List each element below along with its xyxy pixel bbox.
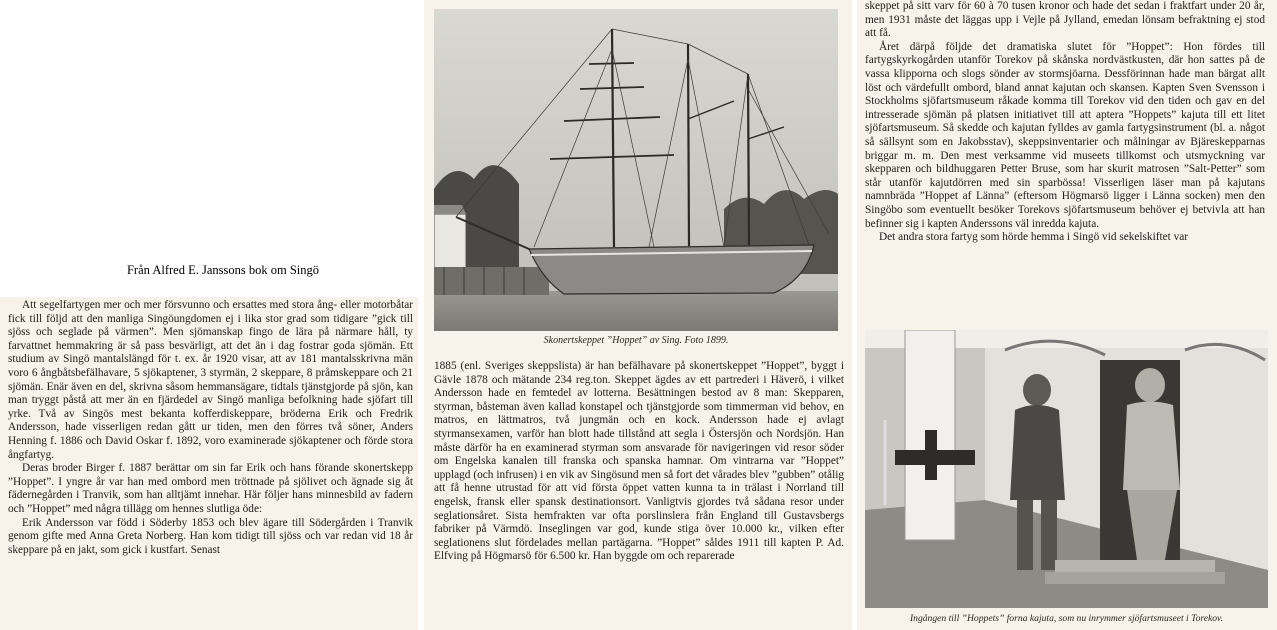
middle-text	[434, 360, 844, 564]
paragraph: 1885 (enl. Sveriges skeppslista) är han befälhavare på skonertskeppet ”Hoppet”, byggt i Gävle 1878 och mätande 234 reg.ton. Skeppet ägdes av ett partrederi i Häverö, i vilket Andersson hade en femtedel av lotterna. Besättningen bestod av 8 man: Skepparen, styrman, båsteman även kallad konstapel och tjänstgjorde som timmerman vid behov, en matros, en lättmatros, två jungmän och en kock. Andersson hade ej avlagt styrmansexamen, varför han blott hade tillstånd att segla i Östersjön och Nordsjön. Han måste därför ha en examinerad styrman som ansvarade för navigeringen vid resor söder om Engelska kanalen till franska och spanska hamnar. Om vintrarna var ”Hoppet” upplagd (och infrusen) i en vik av Singösund men så fort det vårades blev ”gubben” otålig att få henne utrustad för att vid första öppet vatten kunna ta in trälast i Norrland till engelsk, fransk eller spansk destinationsort. Vanligtvis gjordes två sådana resor under seglationsåret. Sista hemfrakten var ofta porslinslera från England till Gustavsbergs fabriker på Värmdö. Inseglingen var god, kunde stiga över 10.000 kr., vilken efter seglationens slut fördelades mellan partägarna. ”Hoppet” såldes 1911 till kapten P. Ad. Elfving på Högmarsö för 6.500 kr. Han byggde om och reparerade	[434, 360, 844, 563]
paragraph: skeppet på sitt varv för 60 à 70 tusen kronor och hade det sedan i fraktfart under 20 år, men 1931 måste det läggas upp i Vejle på Jylland, emedan lönsam befraktning ej stod att få.	[865, 0, 1265, 40]
cabin-photo-caption: Ingången till ”Hoppets” forna kajuta, som nu inrymmer sjöfartsmuseet i Torekov.	[909, 613, 1224, 624]
museum-entrance-image	[865, 330, 1268, 608]
paragraph: Erik Andersson var född i Söderby 1853 och blev ägare till Södergården i Tranvik genom gifte med Anna Greta Norberg. Han kom tidigt till sjöss och var redan vid 18 år skeppare på en jakt, som gick i kustfart. Senast	[8, 516, 413, 556]
paragraph: Att segelfartygen mer och mer försvunno och ersattes med stora ång- eller motorbåtar fick till följd att den manliga Singöungdomen ej i lika stor grad som tidigare ”gick till sjöss och seglade på värmen”. Men sjömanskap fingo de lära på närmare håll, ty farvattnet hemmakring är så pass besvärligt, att det än i dag fostrar goda sjömän. Ett studium av Singö mantalslängd för t. ex. år 1920 visar, att av 181 mantalsskrivna män voro 6 ångbåtsbefälhavare, 5 sjökaptener, 3 styrmän, 2 skeppare, 8 pråmskeppare och 21 sjömän. Enär även en del, skrivna såsom hemmansägare, tidtals tjänstgjorde på sjön, kan man tryggt påstå att mer än en fjärdedel av Singö manliga befolkning hade sjöfart till yrke. Två av Singös mest bekanta kofferdiskeppare, bröderna Erik och Fredrik Andersson, hade visserligen redan gått ur tiden, men den förres två söner, Anders Henning f. 1886 och David Oskar f. 1892, voro examinerade sjökaptener och förde stora ångfartyg.	[8, 299, 413, 461]
right-column	[857, 0, 1277, 630]
schooner-ship-image	[434, 9, 838, 331]
paragraph: Deras broder Birger f. 1887 berättar om sin far Erik och hans förande skonertskepp ”Hoppet”. I yngre år var han med ombord men tröttnade på sjölivet och ägnade sig åt fädernegården i Tranvik, som han alltjämt innehar. Här följer hans minnesbild av fadern och ”Hoppet” med några tillägg om hennes slutliga öde:	[8, 462, 413, 515]
cabin-photo	[865, 330, 1268, 608]
source-note: Från Alfred E. Janssons bok om Singö	[126, 263, 319, 277]
paragraph: Det andra stora fartyg som hörde hemma i Singö vid sekelskiftet var	[879, 231, 1189, 244]
ship-photo-caption: Skonertskeppet ”Hoppet” av Sing. Foto 1899.	[543, 335, 729, 346]
right-text	[865, 0, 1265, 245]
ship-photo	[434, 9, 838, 331]
middle-column	[424, 0, 852, 630]
left-text-column	[0, 297, 418, 630]
paragraph: Året därpå följde det dramatiska slutet för ”Hoppet”: Hon fördes till fartygskyrkogården utanför Torekov på skånska nordvästkusten, där hon sattes på de vassa klipporna och slogs sönder av stormsjöarna. Dessförinnan hade man bärgat allt löst och värdefullt ombord, bland annat kajutan och skansen. Kapten Sven Svensson i Stockholms sjöfartsmuseum råkade komma till Torekov vid den tiden och gav en del intresserade sjömän på platsen initiativet till att aptera ”Hoppets” kajuta till ett litet sjöfartsmuseum. Så skedde och kajutan fylldes av gamla fartygsinstrument (bl. a. något så sällsynt som en Jakobsstav), skeppsinventarier och målningar av Bjäreskepparnas briggar m. m. Den mest verksamme vid museets tillkomst och utsmyckning var skepparen och bildhuggaren Petter Bruse, som har skurit matrosen ”Salt-Petter” som står utanför kajutdörren med sin sparbössa! Visserligen läser man på kajutans namnbräda ”Hoppet af Länna” (eftersom Högmarsö ligger i Länna socken) men den Singöbo som eventuellt besöker Torekovs sjöfartsmuseum behöver ej betvivla att han befinner sig i kapten Anderssons väl inredda kajuta.	[865, 40, 1265, 230]
